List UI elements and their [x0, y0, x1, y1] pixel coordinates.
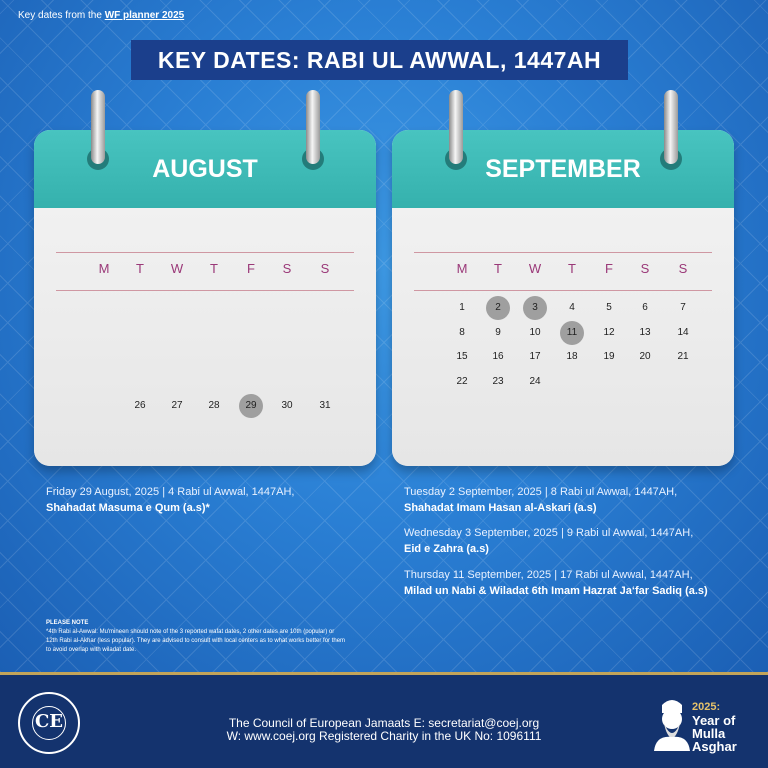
page-title: KEY DATES: RABI UL AWWAL, 1447AH [157, 46, 602, 73]
date-12: 12 [603, 326, 615, 338]
event-september-2 [404, 486, 677, 514]
calendar-body [34, 208, 376, 466]
date-10: 10 [529, 326, 541, 338]
weekday-label: W [170, 261, 184, 276]
date-16: 16 [492, 351, 504, 362]
planner-link[interactable]: WF planner 2025 [104, 10, 185, 21]
date-26: 26 [134, 400, 146, 411]
date-20: 20 [639, 351, 651, 362]
please-note [46, 619, 346, 655]
month-title: AUGUST [152, 154, 258, 183]
event-september-11 [404, 569, 708, 597]
note-text: *4th Rabi al-Awwal: Mu'mineen should note of the 3 reported wafat dates, 2 other dates are 10th (popular) or 12th Rabi al-Akhar (less popular). They are advised to consult with local centers as to what works better for them to avoid overlap with wiladat date. [46, 629, 346, 653]
divider-line [56, 252, 354, 253]
date-3: 3 [523, 296, 547, 320]
badge-line: Year of [692, 713, 736, 728]
date-7: 7 [680, 302, 686, 313]
weekday-label: F [247, 261, 255, 276]
event-date: Thursday 11 September, 2025 | 17 Rabi ul Awwal, 1447AH, [404, 569, 693, 581]
date-4: 4 [569, 302, 575, 313]
weekday-label: T [494, 261, 502, 276]
event-date: Tuesday 2 September, 2025 | 8 Rabi ul Awwal, 1447AH, [404, 486, 678, 498]
binder-ring [449, 90, 463, 164]
date-11: 11 [560, 321, 584, 345]
weekday-label: S [320, 261, 330, 276]
date-29: 29 [239, 394, 263, 418]
footer [0, 672, 768, 768]
weekday-label: W [528, 261, 542, 276]
weekday-label: T [568, 261, 576, 276]
top-note-prefix: Key dates from the [18, 10, 105, 21]
weekday-label: S [678, 261, 688, 276]
divider-line [56, 290, 354, 291]
title-banner [131, 40, 628, 80]
event-name: Shahadat Imam Hasan al-Askari (a.s) [404, 502, 597, 514]
event-date: Wednesday 3 September, 2025 | 9 Rabi ul Awwal, 1447AH, [404, 527, 694, 539]
footer-line-1: The Council of European Jamaats E: secretariat@coej.org [228, 716, 540, 730]
date-1: 1 [459, 302, 465, 313]
date-24: 24 [529, 375, 541, 387]
badge-year: 2025: [692, 701, 721, 713]
date-8: 8 [459, 326, 465, 338]
calendar-august [34, 130, 376, 466]
calendar-header [392, 130, 734, 208]
weekday-label: T [136, 261, 144, 276]
date-2: 2 [486, 296, 510, 320]
binder-ring [664, 90, 678, 164]
event-september-3 [404, 527, 693, 555]
binder-ring [306, 90, 320, 164]
date-9: 9 [495, 326, 501, 338]
weekday-label: T [210, 261, 218, 276]
date-28: 28 [208, 400, 220, 411]
weekday-label: S [282, 261, 292, 276]
date-18: 18 [566, 351, 578, 362]
calendar-header [34, 130, 376, 208]
date-21: 21 [677, 351, 689, 362]
date-14: 14 [677, 326, 689, 338]
date-5: 5 [606, 302, 612, 313]
top-note [18, 10, 184, 21]
binder-ring [91, 90, 105, 164]
event-august-29 [46, 486, 294, 514]
date-31: 31 [319, 400, 331, 411]
seal-monogram: CE [34, 711, 64, 732]
weekday-label: F [605, 261, 613, 276]
event-date: Friday 29 August, 2025 | 4 Rabi ul Awwal, 1447AH, [46, 486, 295, 498]
date-23: 23 [492, 375, 504, 387]
divider-line [414, 252, 712, 253]
event-name: Milad un Nabi & Wiladat 6th Imam Hazrat Ja‘far Sadiq (a.s) [404, 585, 708, 597]
divider-line [414, 290, 712, 291]
year-badge [692, 701, 737, 753]
month-title: SEPTEMBER [485, 154, 641, 183]
footer-line-2: W: www.coej.org Registered Charity in the UK No: 1096111 [226, 729, 542, 743]
date-22: 22 [456, 375, 468, 387]
date-27: 27 [171, 400, 183, 411]
badge-line: Asghar [692, 739, 737, 754]
note-heading: PLEASE NOTE [46, 620, 89, 626]
weekday-label: M [456, 261, 468, 276]
badge-line: Mulla [692, 726, 726, 741]
date-15: 15 [456, 351, 468, 362]
portrait-icon [650, 695, 694, 751]
date-17: 17 [529, 351, 541, 362]
calendar-september [392, 130, 734, 466]
date-6: 6 [642, 302, 648, 313]
weekday-label: S [640, 261, 650, 276]
event-name: Shahadat Masuma e Qum (a.s)* [46, 502, 210, 514]
weekday-label: M [98, 261, 110, 276]
date-30: 30 [281, 400, 293, 411]
date-13: 13 [639, 326, 651, 338]
date-19: 19 [603, 351, 615, 362]
event-name: Eid e Zahra (a.s) [404, 543, 489, 555]
